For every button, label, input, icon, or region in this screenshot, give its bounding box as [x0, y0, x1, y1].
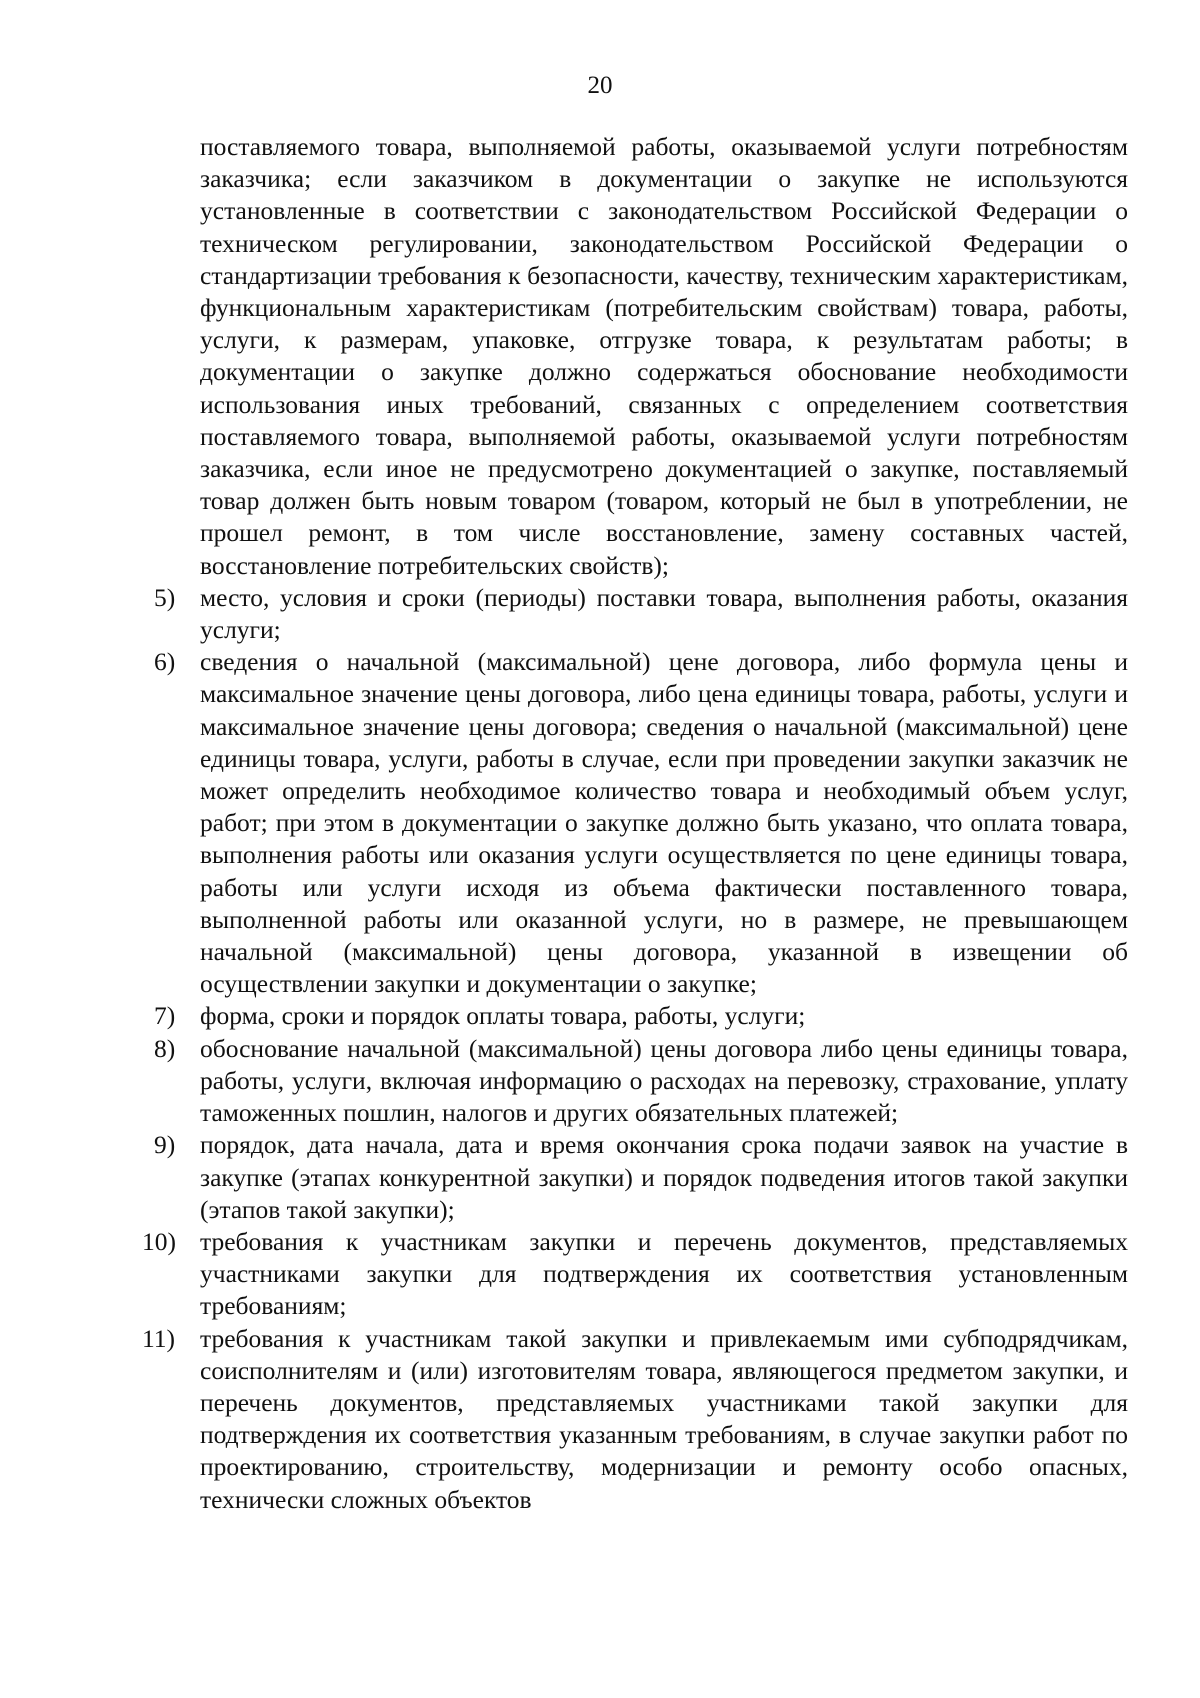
list-item-number: 5): [154, 582, 176, 612]
list-item: [154, 1000, 1128, 1032]
continuation-paragraph: поставляемого товара, выполняемой работы, оказываемой услуги потребностям заказчика; если заказчиком в документации о закупке не используются установленные в соответствии с законодательством Российской Федерации о техническом регулировании, законодательством Российской Федерации о стандартизации требования к безопасности, качеству, техническим характеристикам, функциональным характеристикам (потребительским свойствам) товара, работы, услуги, к размерам, упаковке, отгрузке товара, к результатам работы; в документации о закупке должно содержаться обоснование необходимости использования иных требований, связанных с определением соответствия поставляемого товара, выполняемой работы, оказываемой услуги потребностям заказчика, если иное не предусмотрено документацией о закупке, поставляемый товар должен быть новым товаром (товаром, который не был в употреблении, не прошел ремонт, в том числе восстановление, замену составных частей, восстановление потребительских свойств);: [200, 132, 1128, 580]
document-body: [142, 131, 1128, 1516]
list-item: [142, 1226, 1128, 1323]
list-item: [154, 646, 1128, 1000]
list-item-text: форма, сроки и порядок оплаты товара, работы, услуги;: [200, 1001, 806, 1031]
list-item-number: 9): [154, 1130, 176, 1160]
list-item-text: порядок, дата начала, дата и время окончания срока подачи заявок на участие в закупке (этапах конкурентной закупки) и порядок подведения итогов такой закупки (этапов такой закупки);: [200, 1130, 1128, 1224]
list-item: [142, 1323, 1128, 1516]
list-item-text: сведения о начальной (максимальной) цене договора, либо формула цены и максимальное значение цены договора, либо цена единицы товара, работы, услуги и максимальное значение цены договора; сведения о начальной (максимальной) цене единицы товара, услуги, работы в случае, если при проведении закупки заказчик не может определить необходимое количество товара и необходимый объем услуг, работ; при этом в документации о закупке должно быть указано, что оплата товара, выполнения работы или оказания услуги осуществляется по цене единицы товара, работы или услуги исходя из объема фактически поставленного товара, выполненной работы или оказанной услуги, но в размере, не превышающем начальной (максимальной) цены договора, указанной в извещении об осуществлении закупки и документации о закупке;: [200, 647, 1128, 999]
list-item-text: место, условия и сроки (периоды) поставки товара, выполнения работы, оказания услуги;: [200, 582, 1128, 645]
list-item-text: требования к участникам закупки и перечень документов, представляемых участниками закупки для подтверждения их соответствия установленным требованиям;: [200, 1226, 1128, 1321]
list-item: [154, 1033, 1128, 1130]
list-item-number: 8): [154, 1033, 176, 1063]
list-item: [154, 1129, 1128, 1226]
list-item-number: 6): [154, 647, 176, 677]
list-item-number: 7): [154, 1001, 176, 1031]
list-item-number: 10): [142, 1226, 176, 1256]
list-item-number: 11): [142, 1323, 176, 1353]
page-number: 20: [587, 72, 613, 99]
list-item-text: требования к участникам такой закупки и привлекаемым ими субподрядчикам, соисполнителям и (или) изготовителям товара, являющегося предметом закупки, и перечень документов, представляемых участниками такой закупки для подтверждения их соответствия указанным требованиям, в случае закупки работ по проектированию, строительству, модернизации и ремонту особо опасных, технически сложных объектов: [200, 1323, 1128, 1514]
list-item: [154, 582, 1128, 646]
list-item-text: обоснование начальной (максимальной) цены договора либо цены единицы товара, работы, услуги, включая информацию о расходах на перевозку, страхование, уплату таможенных пошлин, налогов и других обязательных платежей;: [200, 1033, 1128, 1128]
